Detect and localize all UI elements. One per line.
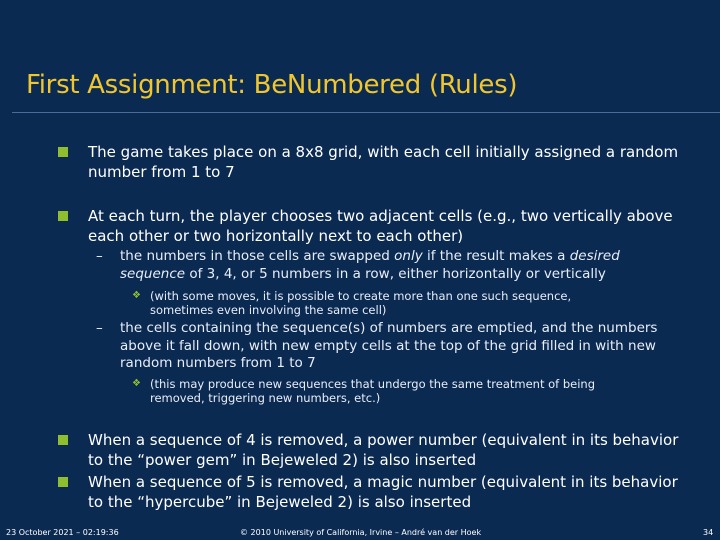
square-bullet-icon [58, 211, 68, 221]
diamond-bullet-icon: ❖ [132, 378, 141, 389]
swap-text-desired: desired sequence [120, 248, 620, 282]
swap-text-only: only [394, 248, 423, 264]
title-rule [12, 112, 720, 113]
square-bullet-icon [58, 147, 68, 157]
note-new-sequences [132, 377, 620, 405]
sub-bullet-emptied [96, 320, 680, 373]
footer-page-number: 34 [703, 528, 714, 537]
footer-date: 23 October 2021 – 02:19:36 [6, 528, 119, 537]
footer-copyright: © 2010 University of California, Irvine – André van der Hoek [240, 528, 482, 537]
bullet-grid-text: The game takes place on a 8x8 grid, with each cell initially assigned a random number from 1 to 7 [88, 143, 679, 181]
swap-text-c: of 3, 4, or 5 numbers in a row, either horizontally or vertically [185, 265, 606, 282]
square-bullet-icon [58, 435, 68, 445]
dash-bullet-icon: – [96, 248, 103, 264]
bullet-magic-number [88, 472, 688, 512]
bullet-turn [88, 206, 688, 246]
bullet-turn-text: At each turn, the player chooses two adjacent cells (e.g., two vertically above each other or two horizontally next to each other) [88, 207, 673, 245]
bullet-magic-number-text: When a sequence of 5 is removed, a magic number (equivalent in its behavior to the “hypercube” in Bejeweled 2) is also inserted [88, 473, 678, 511]
note-new-sequences-text: (this may produce new sequences that undergo the same treatment of being removed, triggering new numbers, etc.) [150, 377, 596, 405]
bullet-grid [88, 142, 688, 182]
emptied-text: the cells containing the sequence(s) of numbers are emptied, and the numbers above it fall down, with new empty cells at the top of the grid filled in with new random numbers from 1 to 7 [120, 320, 658, 371]
bullet-power-number-text: When a sequence of 4 is removed, a power number (equivalent in its behavior to the “power gem” in Bejeweled 2) is also inserted [88, 431, 679, 469]
sub-bullet-swap [96, 248, 680, 283]
swap-text-b: if the result makes a [422, 248, 570, 264]
swap-text-a: the numbers in those cells are swapped [120, 248, 395, 264]
slide-title: First Assignment: BeNumbered (Rules) [26, 70, 518, 100]
note-multiple-sequences-text: (with some moves, it is possible to create more than one such sequence, sometimes even involving the same cell) [150, 289, 572, 317]
diamond-bullet-icon: ❖ [132, 290, 141, 301]
note-multiple-sequences [132, 289, 620, 317]
dash-bullet-icon: – [96, 320, 103, 336]
bullet-power-number [88, 430, 688, 470]
square-bullet-icon [58, 477, 68, 487]
